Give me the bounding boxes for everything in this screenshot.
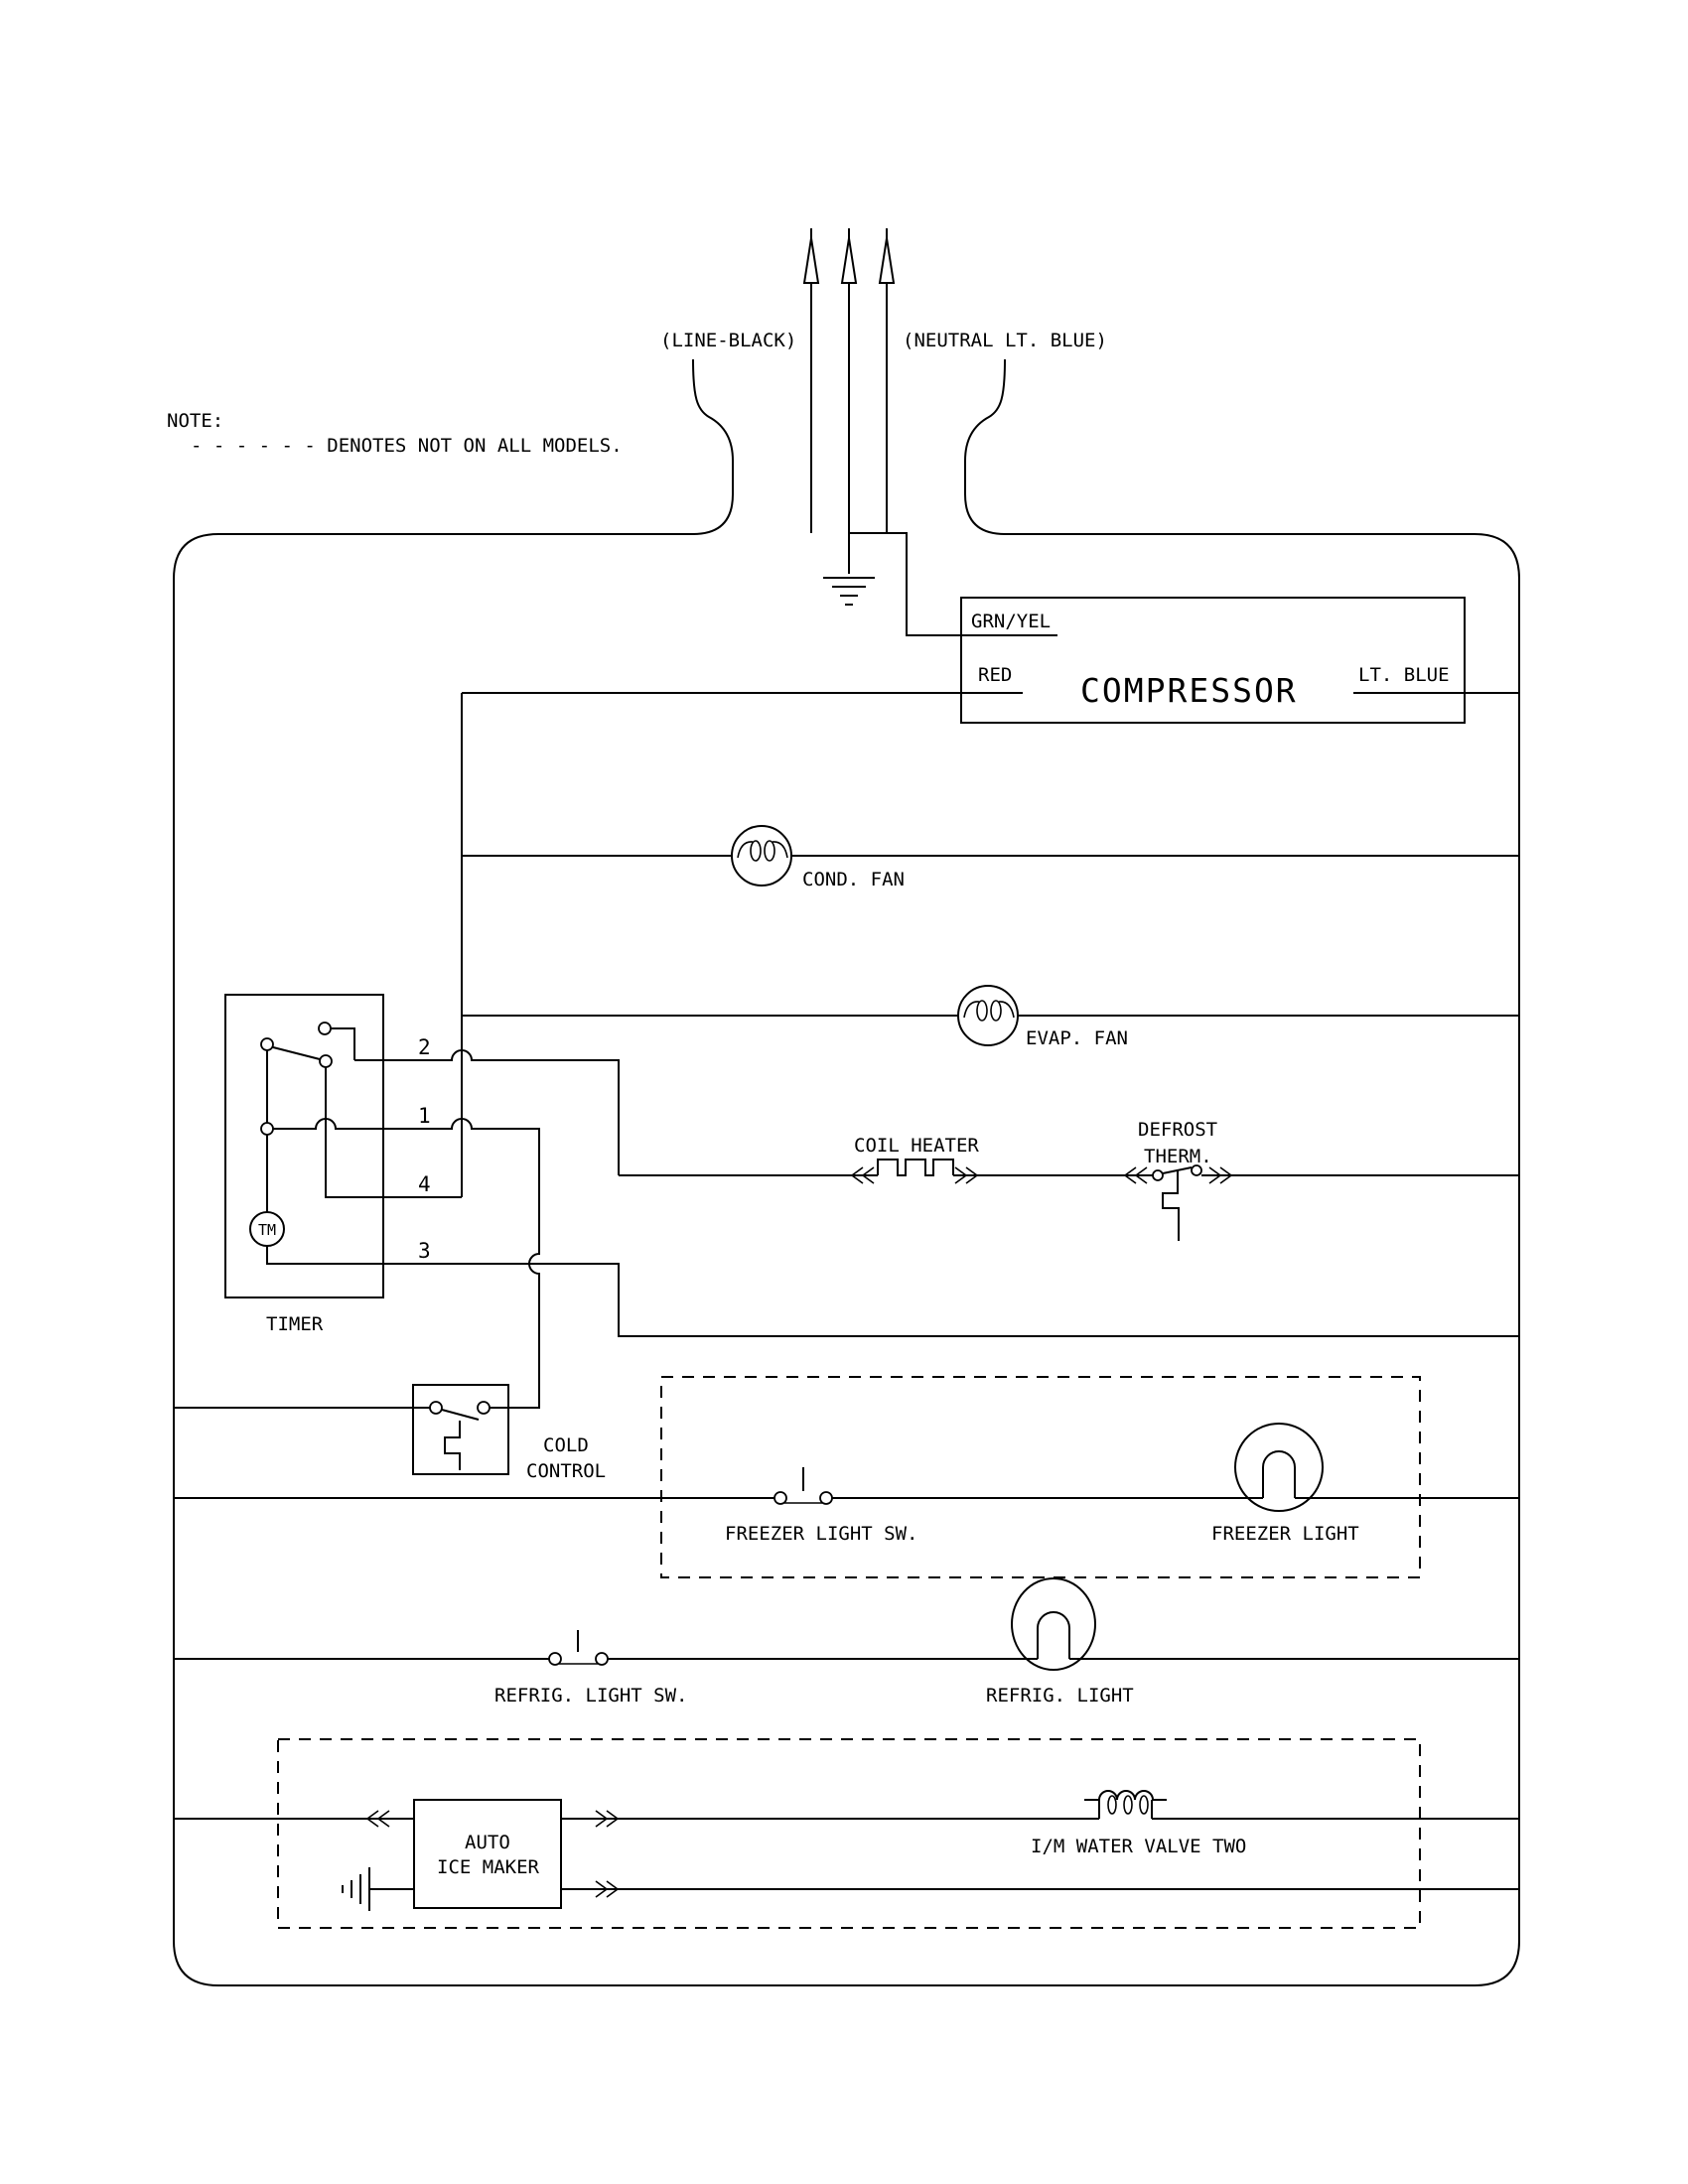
refrig-light-switch bbox=[549, 1630, 608, 1665]
water-valve-coil-icon bbox=[1084, 1791, 1167, 1819]
timer-label: TIMER bbox=[266, 1313, 324, 1335]
timer-box bbox=[225, 995, 383, 1297]
defrost-therm-sensor bbox=[1163, 1170, 1179, 1241]
timer-terminal-1 bbox=[261, 1123, 273, 1135]
refrig-light-bulb-icon bbox=[1012, 1578, 1095, 1670]
ice-maker-circuit bbox=[174, 1739, 1519, 1928]
cold-control bbox=[174, 1385, 606, 1482]
refrig-light-circuit bbox=[174, 1578, 1519, 1706]
freezer-light-label: FREEZER LIGHT bbox=[1211, 1523, 1359, 1545]
compressor bbox=[462, 598, 1519, 723]
motor-icon bbox=[732, 826, 791, 886]
neutral-label: (NEUTRAL LT. BLUE) bbox=[903, 330, 1107, 351]
timer bbox=[225, 995, 1519, 1408]
note-block bbox=[167, 410, 623, 457]
cold-control-arm bbox=[442, 1410, 479, 1420]
timer-contact bbox=[320, 1055, 332, 1067]
timer-pivot bbox=[261, 1038, 273, 1050]
cond-fan-label: COND. FAN bbox=[802, 869, 905, 890]
refrig-light-label: REFRIG. LIGHT bbox=[986, 1685, 1134, 1706]
lt-blue-label: LT. BLUE bbox=[1358, 664, 1450, 686]
defrost-circuit bbox=[619, 1119, 1519, 1241]
optional-dashed-box bbox=[661, 1377, 1420, 1577]
wire-terminal-4 bbox=[326, 1067, 462, 1197]
bellows-icon bbox=[445, 1421, 460, 1470]
terminal-number-1: 1 bbox=[418, 1104, 431, 1128]
evap-fan bbox=[462, 986, 1519, 1049]
optional-dashed-box bbox=[278, 1739, 1420, 1928]
ground-icon bbox=[823, 578, 875, 605]
cold-control-label-1: COLD bbox=[543, 1434, 589, 1456]
cold-control-terminal-right bbox=[478, 1402, 490, 1414]
ice-maker-label-2: ICE MAKER bbox=[437, 1856, 539, 1878]
cold-control-label-2: CONTROL bbox=[526, 1460, 607, 1482]
cabinet-border bbox=[174, 359, 1519, 1985]
cond-fan bbox=[462, 826, 1519, 890]
note-heading: NOTE: bbox=[167, 410, 224, 432]
wire-terminal-2 bbox=[331, 1028, 619, 1175]
freezer-light-switch-label: FREEZER LIGHT SW. bbox=[725, 1523, 918, 1545]
red-label: RED bbox=[978, 664, 1013, 686]
switch-arm bbox=[273, 1047, 320, 1059]
ice-maker-box bbox=[414, 1800, 561, 1908]
terminal-number-2: 2 bbox=[418, 1035, 431, 1059]
freezer-light-switch bbox=[774, 1467, 832, 1504]
defrost-therm-label-2: THERM. bbox=[1144, 1146, 1212, 1167]
water-valve-label: I/M WATER VALVE TWO bbox=[1031, 1836, 1247, 1857]
terminal-number-4: 4 bbox=[418, 1172, 431, 1196]
heater-element-icon bbox=[878, 1160, 953, 1175]
coil-heater-label: COIL HEATER bbox=[854, 1135, 979, 1157]
evap-fan-label: EVAP. FAN bbox=[1026, 1027, 1128, 1049]
cold-control-terminal-left bbox=[430, 1402, 442, 1414]
motor-icon bbox=[958, 986, 1018, 1045]
grn-yel-label: GRN/YEL bbox=[971, 611, 1052, 632]
defrost-therm-terminal-left bbox=[1153, 1170, 1163, 1180]
timer-motor-label: TM bbox=[258, 1221, 277, 1239]
power-entry bbox=[660, 228, 1107, 574]
compressor-label: COMPRESSOR bbox=[1080, 671, 1298, 710]
terminal-number-3: 3 bbox=[418, 1239, 431, 1263]
line-black-label: (LINE-BLACK) bbox=[660, 330, 797, 351]
plug-arrow-icon bbox=[804, 228, 894, 283]
ice-maker-ground-icon bbox=[343, 1867, 414, 1911]
wire-terminal-3 bbox=[267, 1246, 1519, 1336]
note-text: - - - - - - DENOTES NOT ON ALL MODELS. bbox=[191, 435, 623, 457]
timer-terminal-2 bbox=[319, 1023, 331, 1034]
refrig-light-switch-label: REFRIG. LIGHT SW. bbox=[494, 1685, 688, 1706]
defrost-therm-label-1: DEFROST bbox=[1138, 1119, 1218, 1141]
ice-maker-label-1: AUTO bbox=[465, 1832, 510, 1853]
